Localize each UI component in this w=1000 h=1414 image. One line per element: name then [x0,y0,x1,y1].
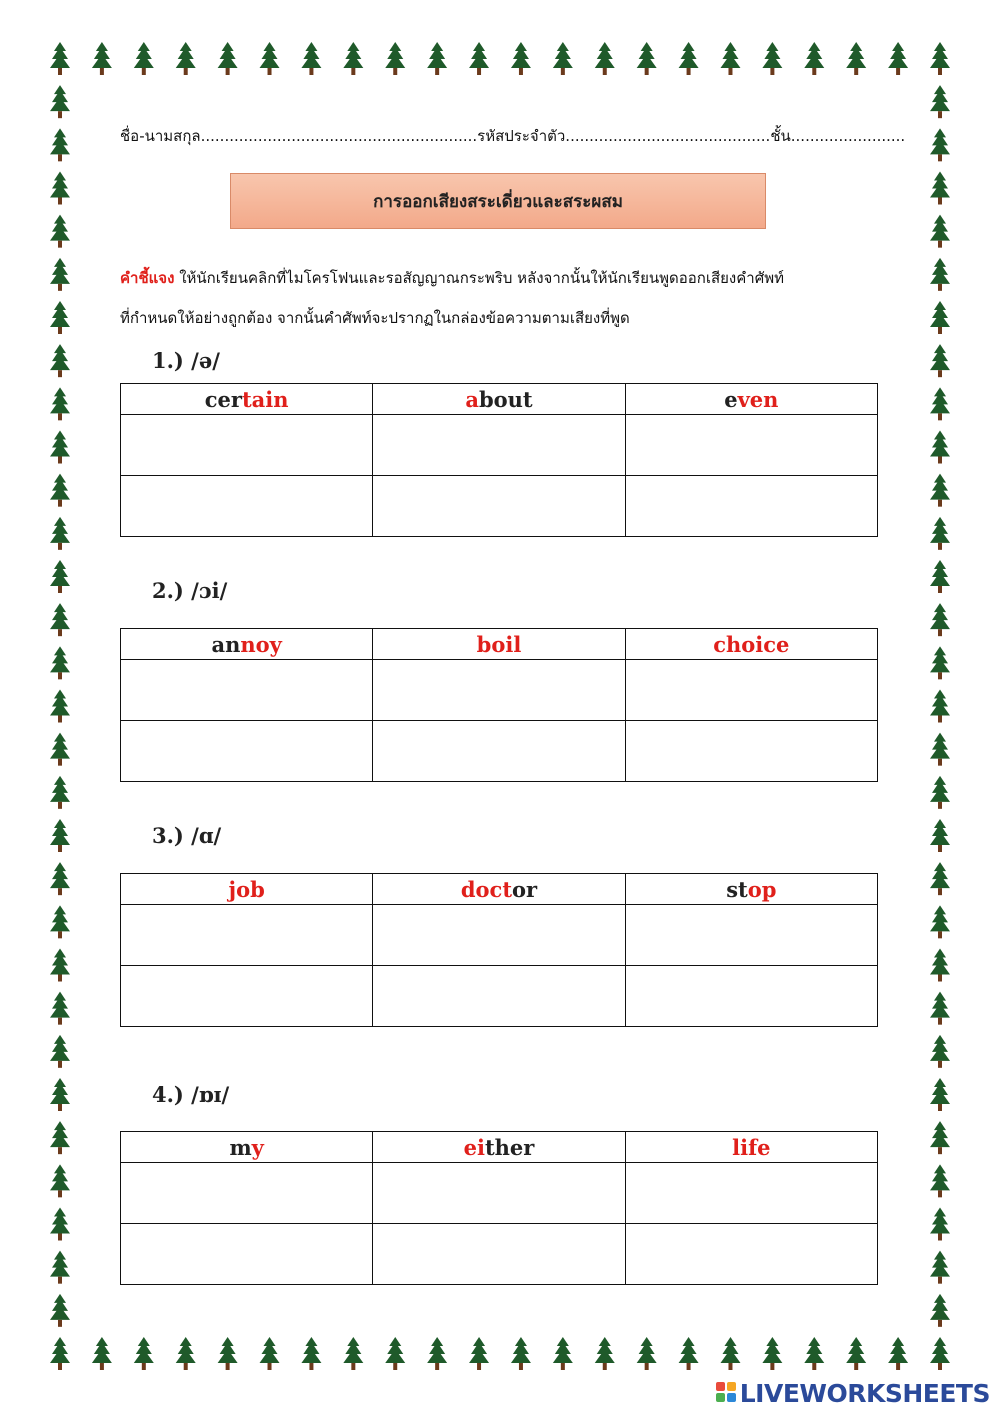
pine-tree-icon [804,42,824,75]
pine-tree-icon [930,603,950,636]
answer-box[interactable] [625,966,877,1027]
pine-tree-icon [134,42,154,75]
answer-box[interactable] [373,721,625,782]
pine-tree-icon [930,862,950,895]
word-cell [625,1132,877,1163]
pine-tree-icon [762,42,782,75]
word-part: an [211,631,241,657]
pine-tree-icon [301,1337,321,1370]
section-1-header-row [121,384,878,415]
pine-tree-icon [50,733,70,766]
pine-tree-icon [930,42,950,75]
answer-box[interactable] [121,905,373,966]
section-3-table [120,873,878,1027]
pine-tree-icon [930,1294,950,1327]
pine-tree-icon [50,776,70,809]
pine-tree-icon [50,1251,70,1284]
pine-tree-icon [427,42,447,75]
section-3-label: 3.) /ɑ/ [152,823,222,848]
pine-tree-icon [930,431,950,464]
pine-tree-icon [469,1337,489,1370]
pine-tree-icon [930,1337,950,1370]
section-2-label: 2.) /ɔi/ [152,578,228,603]
pine-tree-icon [50,1337,70,1370]
pine-tree-icon [134,1337,154,1370]
pine-tree-icon [930,1035,950,1068]
pine-tree-icon [846,1337,866,1370]
answer-row [121,1163,878,1224]
word-part: cer [204,386,242,412]
pine-tree-icon [385,42,405,75]
answer-box[interactable] [121,1224,373,1285]
pine-tree-icon [385,1337,405,1370]
pine-tree-icon [930,819,950,852]
section-2-header-row [121,629,878,660]
pine-tree-icon [218,1337,238,1370]
pine-tree-icon [595,1337,615,1370]
pine-tree-icon [50,431,70,464]
pine-tree-icon [50,172,70,205]
name-field: .......................................................... [200,127,478,145]
answer-box[interactable] [373,966,625,1027]
word-highlight: op [747,876,777,902]
word-cell [625,874,877,905]
pine-tree-icon [553,1337,573,1370]
word-part: or [512,876,538,902]
pine-tree-icon [930,1121,950,1154]
pine-tree-icon [50,819,70,852]
answer-row [121,966,878,1027]
pine-tree-icon [930,258,950,291]
instructions-text-1: ให้นักเรียนคลิกที่ไมโครโฟนและรอสัญญาณกระพริบ หลังจากนั้นให้นักเรียนพูดออกเสียงคำศัพท์ [174,269,784,287]
section-4-label: 4.) /ɒɪ/ [152,1082,230,1107]
answer-box[interactable] [625,415,877,476]
instructions-line-1 [120,258,890,298]
pine-tree-icon [50,1164,70,1197]
pine-tree-icon [50,949,70,982]
answer-box[interactable] [625,1224,877,1285]
word-highlight: choice [713,631,790,657]
pine-tree-icon [762,1337,782,1370]
answer-row [121,415,878,476]
word-cell [625,384,877,415]
pine-tree-icon [50,1294,70,1327]
pine-tree-icon [511,42,531,75]
pine-tree-icon [679,42,699,75]
answer-box[interactable] [121,415,373,476]
pine-tree-icon [343,42,363,75]
pine-tree-icon [930,992,950,1025]
answer-box[interactable] [373,476,625,537]
pine-tree-icon [260,42,280,75]
instructions [120,258,890,338]
pine-tree-icon [50,646,70,679]
word-part: ther [484,1134,535,1160]
pine-tree-icon [888,1337,908,1370]
pine-tree-icon [930,128,950,161]
pine-tree-icon [930,905,950,938]
pine-tree-icon [50,603,70,636]
pine-tree-icon [50,344,70,377]
answer-row [121,660,878,721]
word-cell [373,629,625,660]
section-4-header-row [121,1132,878,1163]
student-id-label: รหัสประจำตัว [477,127,566,145]
liveworksheets-logo [716,1378,990,1408]
student-info-line [120,124,906,148]
name-label: ชื่อ-นามสกุล [120,127,201,145]
pine-tree-icon [888,42,908,75]
pine-tree-icon [427,1337,447,1370]
pine-tree-icon [930,85,950,118]
answer-box[interactable] [625,905,877,966]
answer-row [121,476,878,537]
word-highlight: noy [240,631,282,657]
pine-tree-icon [50,517,70,550]
word-highlight: job [228,876,265,902]
pine-tree-icon [930,733,950,766]
pine-tree-icon [260,1337,280,1370]
pine-tree-icon [930,215,950,248]
pine-tree-icon [930,172,950,205]
section-4-table [120,1131,878,1285]
instructions-line-2: ที่กำหนดให้อย่างถูกต้อง จากนั้นคำศัพท์จะปรากฏในกล่องข้อความตามเสียงที่พูด [120,309,630,327]
pine-tree-icon [930,949,950,982]
answer-box[interactable] [625,1163,877,1224]
pine-tree-icon [930,690,950,723]
pine-tree-icon [720,42,740,75]
liveworksheets-logo-text: LIVEWORKSHEETS [739,1378,990,1408]
answer-box[interactable] [373,660,625,721]
word-highlight: ven [737,386,779,412]
word-part: st [726,876,748,902]
worksheet-title-text: การออกเสียงสระเดี่ยวและสระผสม [373,191,623,212]
answer-box[interactable] [373,1163,625,1224]
answer-box[interactable] [373,905,625,966]
pine-tree-icon [343,1337,363,1370]
section-1-label: 1.) /ə/ [152,348,220,373]
pine-tree-icon [930,1251,950,1284]
pine-tree-icon [930,1164,950,1197]
answer-row [121,1224,878,1285]
answer-box[interactable] [625,721,877,782]
pine-tree-icon [218,42,238,75]
word-cell [625,629,877,660]
word-highlight: ei [463,1134,485,1160]
word-cell [121,384,373,415]
answer-row [121,721,878,782]
pine-tree-icon [679,1337,699,1370]
section-1-table [120,383,878,537]
pine-tree-icon [511,1337,531,1370]
pine-tree-icon [50,905,70,938]
pine-tree-icon [50,42,70,75]
word-part: e [724,386,738,412]
pine-tree-icon [846,42,866,75]
pine-tree-icon [595,42,615,75]
pine-tree-icon [50,862,70,895]
student-id-field: ........................................... [565,127,771,145]
pine-tree-icon [930,387,950,420]
word-part: bout [478,386,533,412]
answer-row [121,905,878,966]
class-label: ชั้น [770,127,791,145]
pine-tree-icon [804,1337,824,1370]
answer-box[interactable] [373,1224,625,1285]
word-cell [373,1132,625,1163]
pine-tree-icon [50,215,70,248]
pine-tree-icon [92,42,112,75]
pine-tree-icon [930,1078,950,1111]
pine-tree-icon [50,992,70,1025]
answer-box[interactable] [121,660,373,721]
pine-tree-icon [930,646,950,679]
pine-tree-icon [176,1337,196,1370]
pine-tree-icon [720,1337,740,1370]
word-highlight: tain [241,386,289,412]
pine-tree-icon [50,1208,70,1241]
answer-box[interactable] [121,721,373,782]
answer-box[interactable] [121,476,373,537]
answer-box[interactable] [121,1163,373,1224]
section-3-header-row [121,874,878,905]
word-cell [121,874,373,905]
word-cell [121,1132,373,1163]
pine-tree-icon [50,690,70,723]
pine-tree-icon [930,344,950,377]
pine-tree-icon [50,1121,70,1154]
word-cell [373,874,625,905]
liveworksheets-logo-icon [716,1382,736,1404]
pine-tree-icon [176,42,196,75]
pine-tree-icon [92,1337,112,1370]
pine-tree-icon [50,1078,70,1111]
pine-tree-icon [553,42,573,75]
instructions-label: คำชี้แจง [120,269,175,287]
pine-tree-icon [50,128,70,161]
word-cell [121,629,373,660]
worksheet-title [230,173,766,229]
answer-box[interactable] [625,660,877,721]
word-cell [373,384,625,415]
pine-tree-icon [50,474,70,507]
section-2-table [120,628,878,782]
word-part: m [229,1134,252,1160]
pine-tree-icon [930,517,950,550]
pine-tree-icon [50,85,70,118]
pine-tree-icon [930,1208,950,1241]
pine-tree-icon [50,387,70,420]
class-field: ........................ [790,127,906,145]
pine-tree-icon [930,301,950,334]
pine-tree-icon [50,258,70,291]
word-highlight: a [465,386,479,412]
pine-tree-icon [637,42,657,75]
pine-tree-icon [930,560,950,593]
pine-tree-icon [50,301,70,334]
word-highlight: boil [476,631,522,657]
word-highlight: life [732,1134,771,1160]
word-highlight: y [251,1134,264,1160]
pine-tree-icon [50,1035,70,1068]
pine-tree-icon [469,42,489,75]
answer-box[interactable] [625,476,877,537]
pine-tree-icon [50,560,70,593]
answer-box[interactable] [373,415,625,476]
pine-tree-icon [930,776,950,809]
answer-box[interactable] [121,966,373,1027]
pine-tree-icon [930,474,950,507]
pine-tree-icon [637,1337,657,1370]
pine-tree-icon [301,42,321,75]
word-highlight: doct [460,876,513,902]
